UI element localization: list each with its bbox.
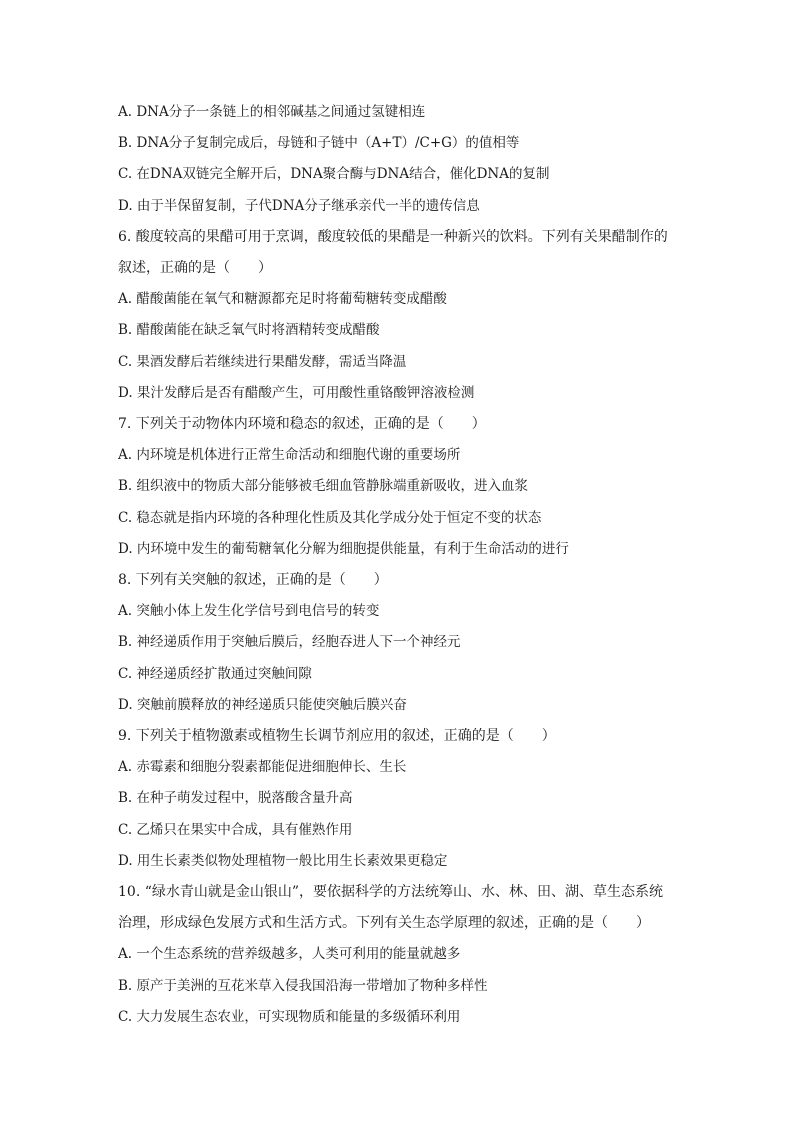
question-6-stem-cont: 叙述，正确的是（ ） [118, 260, 272, 276]
option-line: A. 内环境是机体进行正常生命活动和细胞代谢的重要场所 [118, 447, 461, 463]
option-line: C. 果酒发酵后若继续进行果醋发酵，需适当降温 [118, 354, 407, 370]
option-line: A. 醋酸菌能在氧气和糖源都充足时将葡萄糖转变成醋酸 [118, 291, 447, 307]
option-line: D. 突触前膜释放的神经递质只能使突触后膜兴奋 [118, 697, 407, 713]
option-line: B. 组织液中的物质大部分能够被毛细血管静脉端重新吸收，进入血浆 [118, 478, 529, 494]
question-10-stem: 10. “绿水青山就是金山银山”，要依据科学的方法统筹山、水、林、田、湖、草生态系统 [118, 884, 664, 900]
option-line: B. 原产于美洲的互花米草入侵我国沿海一带增加了物种多样性 [118, 978, 488, 994]
question-10-stem-cont: 治理，形成绿色发展方式和生活方式。下列有关生态学原理的叙述，正确的是（ ） [118, 915, 650, 931]
option-line: C. 乙烯只在果实中合成，具有催熟作用 [118, 822, 353, 838]
option-line: A. 一个生态系统的营养级越多，人类可利用的能量就越多 [118, 946, 461, 962]
option-line: D. 由于半保留复制，子代DNA分子继承亲代一半的遗传信息 [118, 198, 480, 214]
option-line: C. 稳态就是指内环境的各种理化性质及其化学成分处于恒定不变的状态 [118, 510, 542, 526]
question-6-stem: 6. 酸度较高的果醋可用于烹调，酸度较低的果醋是一种新兴的饮料。下列有关果醋制作的 [118, 229, 668, 245]
option-line: B. 在种子萌发过程中，脱落酸含量升高 [118, 790, 353, 806]
option-line: C. 大力发展生态农业，可实现物质和能量的多级循环利用 [118, 1009, 461, 1025]
question-7-stem: 7. 下列关于动物体内环境和稳态的叙述，正确的是（ ） [118, 416, 486, 432]
option-line: C. 神经递质经扩散通过突触间隙 [118, 666, 312, 682]
option-line: D. 果汁发酵后是否有醋酸产生，可用酸性重铬酸钾溶液检测 [118, 385, 475, 401]
option-line: A. DNA分子一条链上的相邻碱基之间通过氢键相连 [118, 104, 426, 120]
question-8-stem: 8. 下列有关突触的叙述，正确的是（ ） [118, 572, 388, 588]
option-line: D. 用生长素类似物处理植物一般比用生长素效果更稳定 [118, 853, 448, 869]
option-line: B. 醋酸菌能在缺乏氧气时将酒精转变成醋酸 [118, 322, 380, 338]
question-9-stem: 9. 下列关于植物激素或植物生长调节剂应用的叙述，正确的是（ ） [118, 728, 556, 744]
option-line: B. DNA分子复制完成后，母链和子链中（A+T）/C+G）的值相等 [118, 135, 520, 151]
option-line: C. 在DNA双链完全解开后，DNA聚合酶与DNA结合，催化DNA的复制 [118, 166, 550, 182]
option-line: B. 神经递质作用于突触后膜后，经胞吞进人下一个神经元 [118, 634, 461, 650]
option-line: D. 内环境中发生的葡萄糖氧化分解为细胞提供能量，有利于生命活动的进行 [118, 541, 569, 557]
option-line: A. 突触小体上发生化学信号到电信号的转变 [118, 603, 380, 619]
option-line: A. 赤霉素和细胞分裂素都能促进细胞伸长、生长 [118, 759, 407, 775]
